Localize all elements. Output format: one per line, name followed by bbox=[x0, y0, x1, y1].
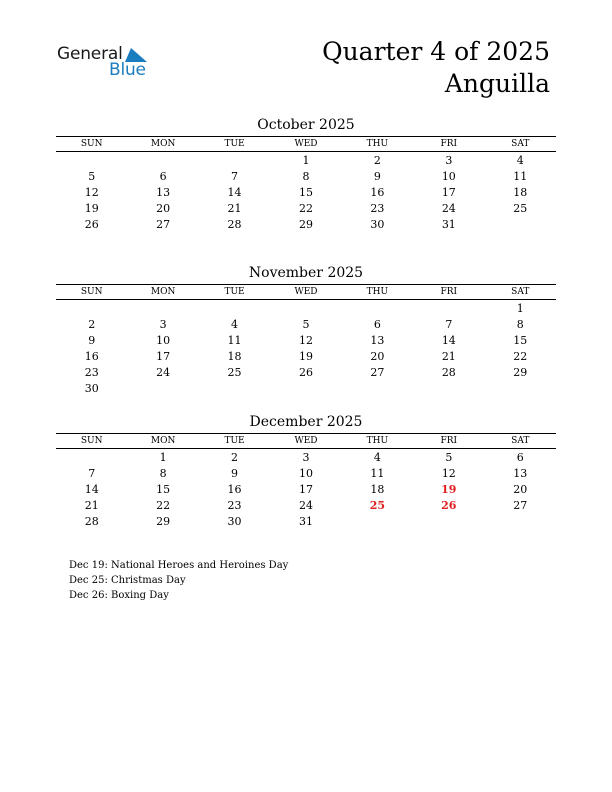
day-cell: 8 bbox=[516, 317, 524, 331]
day-cell: 14 bbox=[441, 333, 456, 347]
day-cell: 11 bbox=[370, 466, 385, 480]
weekday-header: FRI bbox=[413, 434, 484, 449]
month-december bbox=[56, 413, 556, 529]
day-cell: 18 bbox=[370, 482, 385, 496]
day-cell: 17 bbox=[298, 482, 313, 496]
weekday-header-row bbox=[56, 137, 556, 152]
empty-day-cell bbox=[199, 152, 270, 169]
day-cell: 4 bbox=[516, 153, 524, 167]
week-row bbox=[56, 216, 556, 232]
page-title: Quarter 4 of 2025 bbox=[322, 37, 550, 66]
day-cell: 19 bbox=[84, 201, 99, 215]
day-cell: 13 bbox=[370, 333, 385, 347]
week-row bbox=[56, 348, 556, 364]
calendar-grid bbox=[56, 433, 556, 529]
weekday-header: SUN bbox=[56, 285, 127, 300]
title-block bbox=[322, 36, 550, 100]
holiday-day-cell: 26 bbox=[441, 498, 457, 512]
day-cell: 3 bbox=[445, 153, 453, 167]
day-cell: 6 bbox=[159, 169, 167, 183]
day-cell: 11 bbox=[227, 333, 242, 347]
day-cell: 5 bbox=[445, 450, 453, 464]
holiday-note: Dec 19: National Heroes and Heroines Day bbox=[69, 560, 289, 571]
weekday-header: WED bbox=[270, 285, 341, 300]
day-cell: 28 bbox=[84, 514, 99, 528]
day-cell: 8 bbox=[302, 169, 310, 183]
day-cell: 7 bbox=[231, 169, 239, 183]
day-cell: 15 bbox=[156, 482, 171, 496]
empty-day-cell bbox=[56, 152, 127, 169]
day-cell: 27 bbox=[156, 217, 171, 231]
empty-day-cell bbox=[199, 380, 270, 396]
weekday-header: SAT bbox=[485, 285, 556, 300]
weekday-header: THU bbox=[342, 137, 413, 152]
empty-day-cell bbox=[413, 300, 484, 317]
day-cell: 12 bbox=[441, 466, 456, 480]
week-row bbox=[56, 481, 556, 497]
month-title: December 2025 bbox=[249, 414, 363, 430]
day-cell: 18 bbox=[513, 185, 528, 199]
day-cell: 24 bbox=[441, 201, 456, 215]
weekday-header: WED bbox=[270, 137, 341, 152]
weekday-header: MON bbox=[127, 137, 198, 152]
week-row bbox=[56, 200, 556, 216]
day-cell: 13 bbox=[156, 185, 171, 199]
weekday-header: TUE bbox=[199, 285, 270, 300]
day-cell: 16 bbox=[227, 482, 242, 496]
weekday-header: SAT bbox=[485, 434, 556, 449]
day-cell: 12 bbox=[298, 333, 313, 347]
day-cell: 1 bbox=[302, 153, 310, 167]
day-cell: 19 bbox=[298, 349, 313, 363]
empty-day-cell bbox=[413, 513, 484, 529]
holiday-note: Dec 26: Boxing Day bbox=[69, 590, 169, 601]
day-cell: 18 bbox=[227, 349, 242, 363]
holiday-notes bbox=[69, 558, 288, 603]
weekday-header-row bbox=[56, 434, 556, 449]
day-cell: 16 bbox=[370, 185, 385, 199]
day-cell: 4 bbox=[231, 317, 239, 331]
day-cell: 1 bbox=[516, 301, 524, 315]
weekday-header: MON bbox=[127, 434, 198, 449]
day-cell: 8 bbox=[159, 466, 167, 480]
day-cell: 26 bbox=[84, 217, 99, 231]
logo-blue-text: Blue bbox=[109, 60, 146, 80]
week-row bbox=[56, 449, 556, 466]
day-cell: 10 bbox=[441, 169, 456, 183]
day-cell: 26 bbox=[298, 365, 313, 379]
day-cell: 7 bbox=[88, 466, 96, 480]
empty-day-cell bbox=[485, 216, 556, 232]
day-cell: 6 bbox=[516, 450, 524, 464]
week-row bbox=[56, 380, 556, 396]
day-cell: 15 bbox=[513, 333, 528, 347]
weekday-header: THU bbox=[342, 285, 413, 300]
day-cell: 30 bbox=[227, 514, 242, 528]
week-row bbox=[56, 332, 556, 348]
day-cell: 25 bbox=[227, 365, 242, 379]
day-cell: 20 bbox=[513, 482, 528, 496]
day-cell: 23 bbox=[84, 365, 99, 379]
empty-day-cell bbox=[56, 449, 127, 466]
logo bbox=[57, 44, 157, 84]
calendar-grid bbox=[56, 284, 556, 396]
day-cell: 28 bbox=[441, 365, 456, 379]
calendar-grid bbox=[56, 136, 556, 232]
day-cell: 12 bbox=[84, 185, 99, 199]
week-row bbox=[56, 364, 556, 380]
day-cell: 21 bbox=[227, 201, 242, 215]
day-cell: 7 bbox=[445, 317, 453, 331]
day-cell: 27 bbox=[370, 365, 385, 379]
empty-day-cell bbox=[485, 380, 556, 396]
day-cell: 9 bbox=[88, 333, 96, 347]
day-cell: 2 bbox=[373, 153, 381, 167]
day-cell: 21 bbox=[441, 349, 456, 363]
weekday-header: WED bbox=[270, 434, 341, 449]
day-cell: 31 bbox=[441, 217, 456, 231]
day-cell: 20 bbox=[370, 349, 385, 363]
week-row bbox=[56, 300, 556, 317]
day-cell: 13 bbox=[513, 466, 528, 480]
empty-day-cell bbox=[127, 380, 198, 396]
day-cell: 22 bbox=[156, 498, 171, 512]
empty-day-cell bbox=[270, 380, 341, 396]
week-row bbox=[56, 168, 556, 184]
weekday-header: TUE bbox=[199, 137, 270, 152]
day-cell: 22 bbox=[298, 201, 313, 215]
month-october bbox=[56, 116, 556, 232]
day-cell: 31 bbox=[298, 514, 313, 528]
day-cell: 30 bbox=[84, 381, 99, 395]
month-title: November 2025 bbox=[248, 265, 364, 281]
weekday-header: SUN bbox=[56, 434, 127, 449]
day-cell: 27 bbox=[513, 498, 528, 512]
logo-general-text: General bbox=[57, 44, 123, 64]
week-row bbox=[56, 513, 556, 529]
day-cell: 1 bbox=[159, 450, 167, 464]
empty-day-cell bbox=[413, 380, 484, 396]
empty-day-cell bbox=[342, 380, 413, 396]
day-cell: 3 bbox=[302, 450, 310, 464]
day-cell: 25 bbox=[513, 201, 528, 215]
day-cell: 20 bbox=[156, 201, 171, 215]
month-title: October 2025 bbox=[257, 117, 355, 133]
weekday-header: THU bbox=[342, 434, 413, 449]
empty-day-cell bbox=[485, 513, 556, 529]
empty-day-cell bbox=[199, 300, 270, 317]
day-cell: 24 bbox=[298, 498, 313, 512]
day-cell: 28 bbox=[227, 217, 242, 231]
weekday-header: FRI bbox=[413, 137, 484, 152]
day-cell: 17 bbox=[441, 185, 456, 199]
week-row bbox=[56, 184, 556, 200]
day-cell: 14 bbox=[227, 185, 242, 199]
day-cell: 10 bbox=[156, 333, 171, 347]
day-cell: 6 bbox=[373, 317, 381, 331]
empty-day-cell bbox=[56, 300, 127, 317]
day-cell: 30 bbox=[370, 217, 385, 231]
holiday-note: Dec 25: Christmas Day bbox=[69, 575, 186, 586]
weekday-header: SUN bbox=[56, 137, 127, 152]
weekday-header: FRI bbox=[413, 285, 484, 300]
holiday-day-cell: 25 bbox=[369, 498, 386, 512]
day-cell: 29 bbox=[298, 217, 313, 231]
empty-day-cell bbox=[270, 300, 341, 317]
empty-day-cell bbox=[342, 513, 413, 529]
day-cell: 16 bbox=[84, 349, 99, 363]
week-row bbox=[56, 497, 556, 513]
empty-day-cell bbox=[127, 152, 198, 169]
day-cell: 2 bbox=[231, 450, 239, 464]
week-row bbox=[56, 316, 556, 332]
week-row bbox=[56, 152, 556, 169]
empty-day-cell bbox=[127, 300, 198, 317]
day-cell: 10 bbox=[298, 466, 313, 480]
weekday-header-row bbox=[56, 285, 556, 300]
page-subtitle: Anguilla bbox=[444, 69, 550, 98]
day-cell: 29 bbox=[513, 365, 528, 379]
day-cell: 23 bbox=[370, 201, 385, 215]
day-cell: 22 bbox=[513, 349, 528, 363]
day-cell: 29 bbox=[156, 514, 171, 528]
weekday-header: TUE bbox=[199, 434, 270, 449]
day-cell: 17 bbox=[156, 349, 171, 363]
day-cell: 15 bbox=[298, 185, 313, 199]
day-cell: 21 bbox=[84, 498, 99, 512]
month-november bbox=[56, 264, 556, 396]
holiday-day-cell: 19 bbox=[441, 482, 457, 496]
day-cell: 9 bbox=[231, 466, 239, 480]
weekday-header: MON bbox=[127, 285, 198, 300]
day-cell: 3 bbox=[159, 317, 167, 331]
day-cell: 14 bbox=[84, 482, 99, 496]
day-cell: 11 bbox=[513, 169, 528, 183]
day-cell: 5 bbox=[302, 317, 310, 331]
day-cell: 9 bbox=[373, 169, 381, 183]
empty-day-cell bbox=[342, 300, 413, 317]
day-cell: 2 bbox=[88, 317, 96, 331]
day-cell: 24 bbox=[156, 365, 171, 379]
week-row bbox=[56, 465, 556, 481]
day-cell: 23 bbox=[227, 498, 242, 512]
weekday-header: SAT bbox=[485, 137, 556, 152]
day-cell: 4 bbox=[373, 450, 381, 464]
day-cell: 5 bbox=[88, 169, 96, 183]
